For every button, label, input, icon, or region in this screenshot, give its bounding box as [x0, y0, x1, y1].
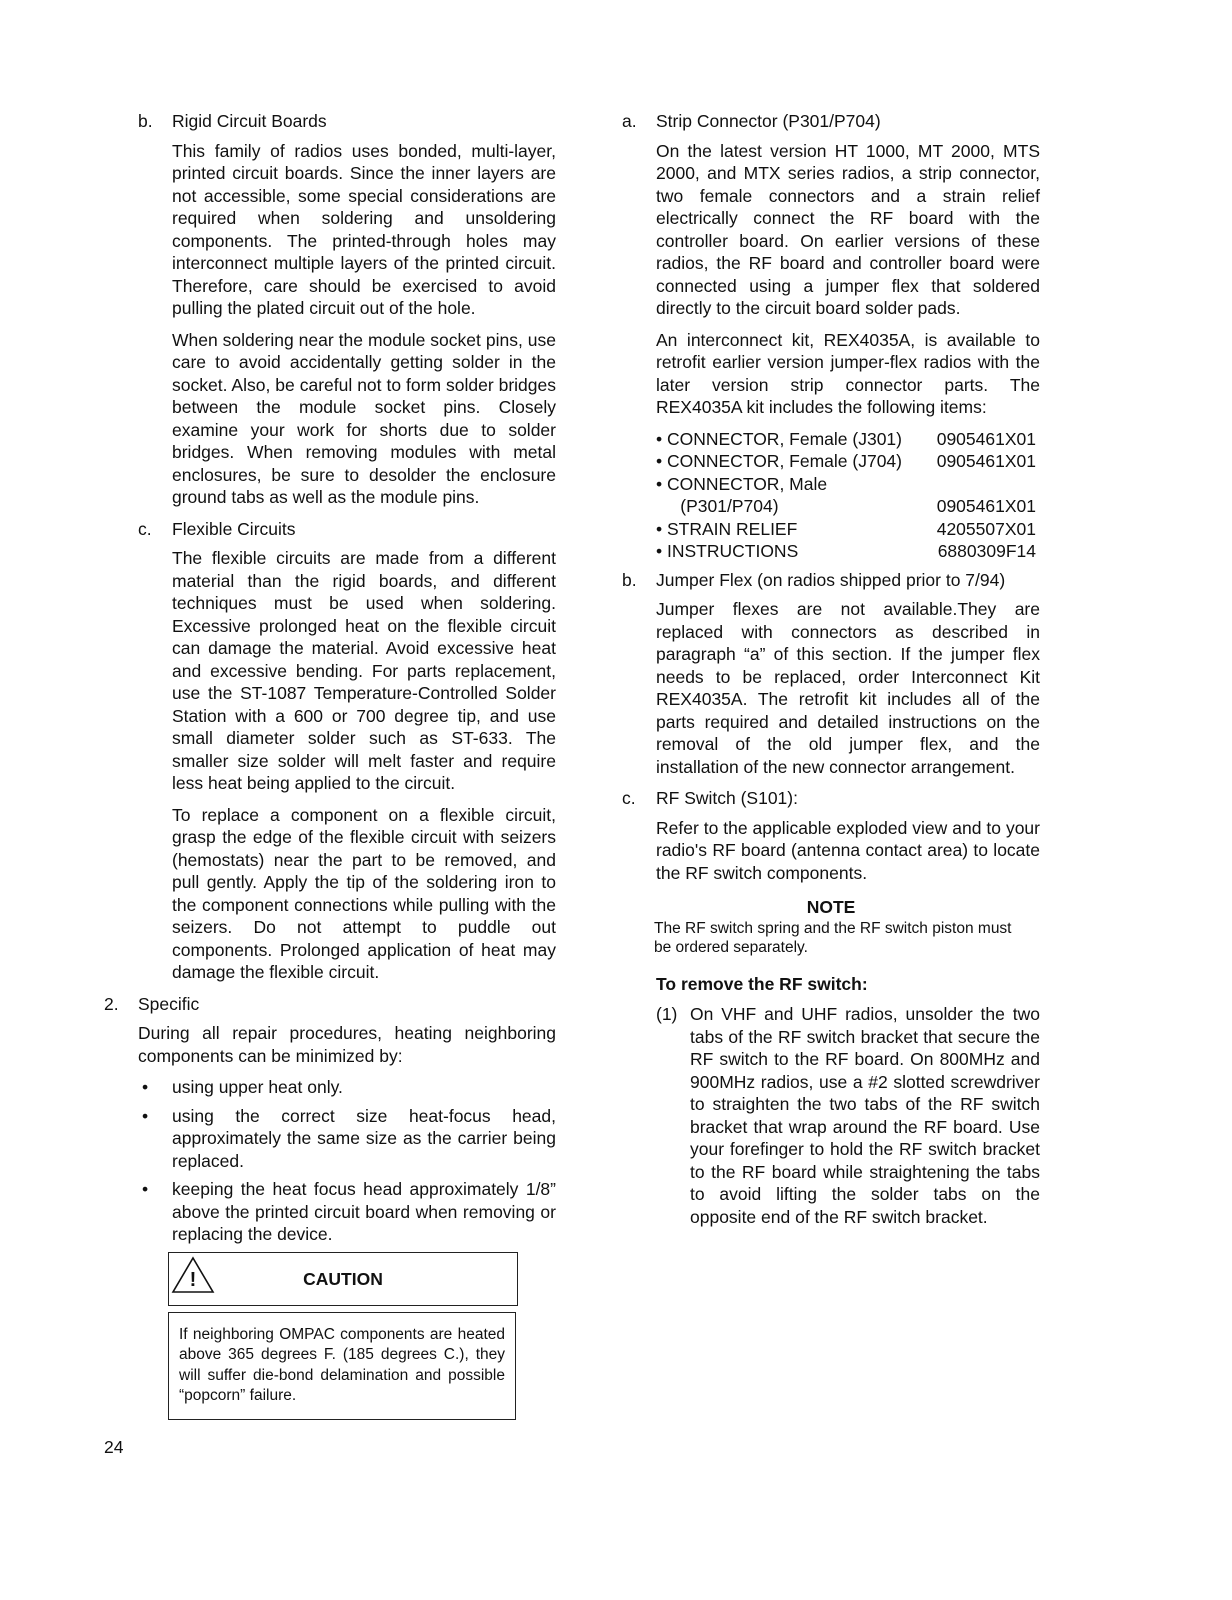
list-item — [104, 1105, 556, 1173]
list-item-text: using upper heat only. — [172, 1077, 343, 1097]
left-column — [104, 110, 556, 1420]
section-c-rf-switch — [622, 787, 1040, 884]
kit-item-name: (P301/P704) — [656, 496, 779, 516]
section-title: RF Switch (S101): — [656, 788, 798, 808]
paragraph: Jumper flexes are not available.They are replaced with connectors as described in paragraph “a” of this section. If the jumper flex needs to be replaced, order Interconnect Kit REX4035A. The retrofit kit includes all of the parts required and detailed instructions on the removal of the old jumper flex, and the installation of the new connector arrangement. — [656, 599, 1040, 777]
warning-glyph: ! — [189, 1268, 197, 1291]
section-label: 2. — [104, 993, 119, 1014]
kit-row — [656, 518, 1040, 541]
kit-item-name: • CONNECTOR, Female (J301) — [656, 428, 902, 449]
section-title: Specific — [138, 993, 200, 1014]
list-item-text: keeping the heat focus head approximately 1/8” above the printed circuit board when removing or replacing the device. — [172, 1179, 556, 1244]
paragraph: When soldering near the module socket pins, use care to avoid accidentally getting solder in the socket. Also, be careful not to form solder bridges between the module socket pins. Closely examine your work for shorts due to solder bridges. When removing modules with metal enclosures, be sure to desolder the enclosure ground tabs as well as the module pins. — [172, 329, 556, 507]
kit-part-number: 6880309F14 — [937, 541, 1036, 561]
page-number: 24 — [104, 1437, 124, 1457]
section-title: Jumper Flex (on radios shipped prior to 7/94) — [656, 569, 1006, 590]
section-title: Flexible Circuits — [172, 518, 296, 539]
section-a-heading — [622, 110, 1040, 133]
paragraph: This family of radios uses bonded, multi-layer, printed circuit boards. Since the inner layers are not accessible, some special considerations are required when soldering and unsoldering components. The printed-through holes may interconnect multiple layers of the printed circuit. Therefore, care should be exercised to avoid pulling the plated circuit out of the hole. — [172, 140, 556, 318]
section-c-heading — [104, 518, 556, 541]
section-label: c. — [622, 788, 636, 808]
kit-part-number: 4205507X01 — [936, 518, 1036, 539]
kit-row — [656, 495, 1040, 518]
paragraph: During all repair procedures, heating neighboring components can be minimized by: — [138, 1023, 556, 1066]
kit-item-name: • INSTRUCTIONS — [656, 541, 799, 561]
kit-row — [656, 428, 1040, 451]
section-b-rigid — [104, 110, 556, 509]
kit-part-number: 0905461X01 — [936, 451, 1036, 471]
section-label: c. — [138, 518, 152, 539]
paragraph: The flexible circuits are made from a different material than the rigid boards, and different techniques must be used when soldering. Excessive prolonged heat on the flexible circuit can damage the material. Avoid excessive heat and excessive bending. For parts replacement, use the ST-1087 Temperature-Controlled Solder Station with a 600 or 700 degree tip, and use small diameter solder such as ST-633. The smaller size solder will melt faster and require less heat being applied to the circuit. — [172, 548, 556, 793]
procedure-step — [622, 1003, 1040, 1228]
bullet-icon: • — [142, 1105, 149, 1126]
bullet-icon: • — [142, 1179, 149, 1199]
bullet-icon: • — [142, 1077, 149, 1097]
kit-row — [656, 473, 1040, 496]
paragraph: Refer to the applicable exploded view and to your radio's RF board (antenna contact area) to locate the RF switch components. — [656, 817, 1040, 883]
list-item-text: using the correct size heat-focus head, approximately the same size as the carrier being replaced. — [172, 1105, 556, 1171]
section-c-heading — [622, 787, 1040, 810]
section-c-flexible — [104, 518, 556, 984]
kit-item-name: • CONNECTOR, Female (J704) — [656, 451, 902, 471]
section-2-specific — [104, 993, 556, 1246]
note-text: The RF switch spring and the RF switch piston must be ordered separately. — [654, 919, 1012, 956]
section-label: b. — [138, 111, 153, 131]
kit-item-name: • STRAIN RELIEF — [656, 518, 798, 539]
paragraph: To replace a component on a flexible circuit, grasp the edge of the flexible circuit with seizers (hemostats) near the part to be removed, and pull gently. Apply the tip of the soldering iron to the component connections while pulling with the seizers. Do not attempt to puddle out components. Prolonged application of heat may damage the flexible circuit. — [172, 804, 556, 982]
kit-part-number: 0905461X01 — [936, 496, 1036, 516]
kit-item-name: • CONNECTOR, Male — [656, 473, 828, 494]
caution-title: CAUTION — [303, 1268, 383, 1289]
caution-header-box — [168, 1252, 518, 1306]
section-title: Rigid Circuit Boards — [172, 111, 327, 131]
note-title: NOTE — [806, 897, 856, 917]
right-column — [622, 110, 1040, 1228]
list-item — [104, 1178, 556, 1246]
section-a-strip-connector — [622, 110, 1040, 563]
section-b-jumper-flex — [622, 569, 1040, 779]
section-b-heading — [622, 569, 1040, 592]
section-label: b. — [622, 569, 637, 590]
caution-text: If neighboring OMPAC components are heated above 365 degrees F. (185 degrees C.), they will suffer die-bond delamination and possible “popcorn” failure. — [168, 1312, 516, 1420]
procedure-heading: To remove the RF switch: — [656, 973, 868, 994]
section-b-heading — [104, 110, 556, 133]
paragraph: An interconnect kit, REX4035A, is available to retrofit earlier version jumper-flex radios with the later version strip connector parts. The REX4035A kit includes the following items: — [656, 329, 1040, 417]
list-item — [104, 1076, 556, 1099]
section-label: a. — [622, 111, 637, 131]
step-label: (1) — [656, 1004, 678, 1024]
section-title: Strip Connector (P301/P704) — [656, 111, 881, 131]
step-text: On VHF and UHF radios, unsolder the two tabs of the RF switch bracket that secure the RF switch to the RF board. On 800MHz and 900MHz radios, use a #2 slotted screwdriver to straighten the two tabs of the RF switch bracket that wrap around the RF board. Use your forefinger to hold the RF switch bracket to the RF board while straightening the tabs to avoid lifting the solder tabs on the opposite end of the RF switch bracket. — [690, 1004, 1040, 1227]
kit-row — [656, 540, 1040, 563]
kit-part-number: 0905461X01 — [936, 428, 1036, 449]
paragraph: On the latest version HT 1000, MT 2000, MTS 2000, and MTX series radios, a strip connector, two female connectors and a strain relief electrically connect the RF board with the controller board. On earlier versions of these radios, the RF board and controller board were connected using a jumper flex that soldered directly to the circuit board solder pads. — [656, 140, 1040, 318]
kit-parts-list — [656, 428, 1040, 563]
section-2-heading — [104, 993, 556, 1016]
kit-row — [656, 450, 1040, 473]
